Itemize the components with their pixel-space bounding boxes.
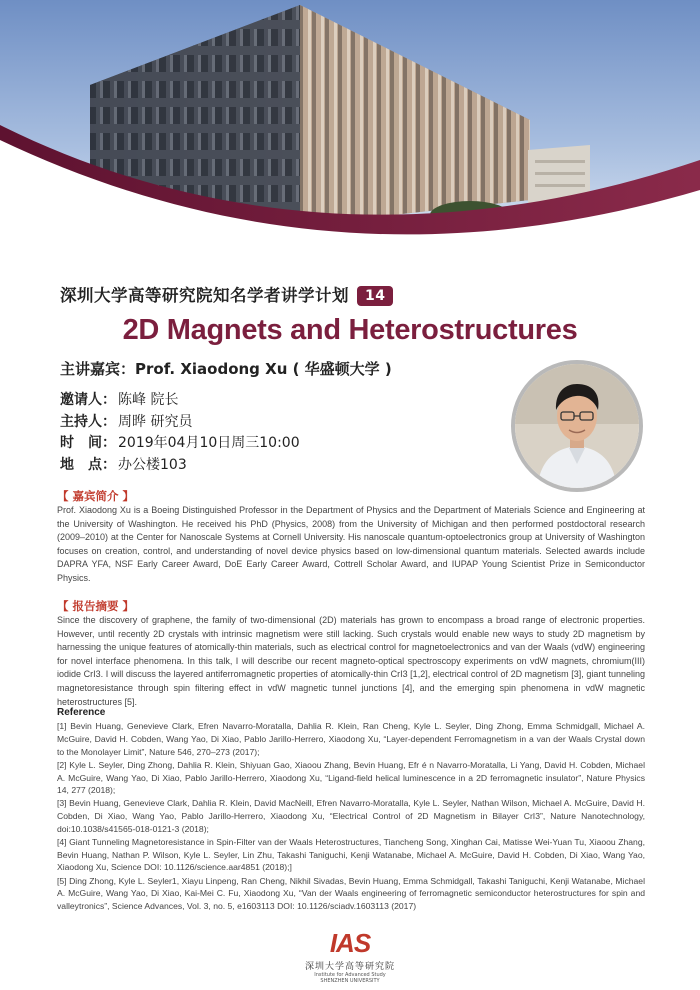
bio-text: Prof. Xiaodong Xu is a Boeing Distinguished Professor in the Department of Physics and the Department of Materials Science and Engineering at the University of Washington. He received his PhD (Physics, 2008) from the University of Michigan and then performed postdoctoral research (2009–2010) at the Center for Nanoscale Systems at Cornell University. His nanoscale quantum-optoelectronics group at University of Washington focuses on creation, control, and understanding of novel device physics based on low-dimensional quantum materials. Selected awards include DAPRA YFA, NSF Early Career Award, DoE Early Career Award, Cottrell Scholar Award, and IUPAP Young Scientist Prize in Semiconductor Physics. — [57, 505, 645, 583]
reference-item: [1] Bevin Huang, Genevieve Clark, Efren Navarro-Moratalla, Dahlia R. Klein, Ran Cheng, Kyle L. Seyler, Ding Zhong, Emma Schmidgall, Michael A. McGuire, David H. Cobden, Wang Yao, Di Xiao, Pablo Jarillo-Herrero, Xiaodong Xu, “Layer-dependent Ferromagnetism in a van der Waals Crystal down to the Monolayer Limit”, Nature 546, 270–273 (2017); — [57, 721, 645, 757]
reference-item: [3] Bevin Huang, Genevieve Clark, Dahlia R. Klein, David MacNeill, Efren Navarro-Moratalla, Kyle L. Seyler, Nathan Wilson, Michael A. McGuire, David H. Cobden, Di Xiao, Wang Yao, Pablo Jarillo-Herrero, Xiaodong Xu, “Electrical Control of 2D Magnetism in Bilayer CrI3”, Nature Nanotechnology, doi:10.1038/s41565-018-0121-3 (2018); — [57, 798, 645, 834]
institute-name-en: Institute for Advanced Study — [314, 972, 386, 978]
reference-item: [4] Giant Tunneling Magnetoresistance in Spin-Filter van der Waals Heterostructures, Tiancheng Song, Xinghan Cai, Matisse Wei-Yuan Tu, Xiaoou Zhang, Bevin Huang, Nathan P. Wilson, Kyle L. Seyler, Lin Zhu, Takashi Taniguchi, Kenji Watanabe, Michael A. McGuire, David H. Cobden, Di Xiao, Wang Yao, Xiaodong Xu, Science DOI: 10.1126/science.aar4851 (2018);] — [57, 837, 645, 873]
reference-item: [2] Kyle L. Seyler, Ding Zhong, Dahlia R. Klein, Shiyuan Gao, Xiaoou Zhang, Bevin Huang, Efr é n Navarro-Moratalla, Li Yang, David H. Cobden, Michael A. McGuire, Wang Yao, Di Xiao, Pablo Jarillo-Herrero, Xiaodong Xu, “Ligand-field helical luminescence in a 2D ferromagnetic insulator”, Nature Physics 14, 277 (2018); — [57, 759, 645, 796]
series-title: 深圳大学高等研究院知名学者讲学计划 — [60, 286, 349, 305]
institute-name-cn: 深圳大学高等研究院 — [304, 962, 395, 972]
reference-heading: Reference — [57, 707, 106, 718]
bio-heading: 【 嘉宾简介 】 — [57, 489, 135, 503]
series-number-badge: 14 — [357, 286, 393, 306]
info-row-time — [60, 433, 300, 455]
university-name-en: SHENZHEN UNIVERSITY — [320, 978, 380, 984]
talk-title: 2D Magnets and Heterostructures — [122, 314, 578, 346]
info-key: 地 点： — [60, 456, 116, 473]
abstract-text: Since the discovery of graphene, the family of two-dimensional (2D) materials has grown to encompass a broad range of electronic properties. However, until recently 2D crystals with intrinsic magnetism were still lacking. Such crystals would enable new ways to study 2D magnetism by harnessing the unique features of atomically-thin materials, such as electrical control for magnetoelectronics and van der Waals (vdW) engineering for novel interface phenomena. In this talk, I will describe our recent magneto-optical spectroscopy experiments on vdW magnets, chromium(III) iodide CrI3. I will discuss the layered antiferromagnetic properties of atomically-thin CrI3 [1,2], electrical control of 2D magnetism [3], giant tunneling magnetoresistance through spin filtering effect in vdW magnetic tunnel junctions [4], and the emerging spin phenomena in vdW magnetic heterostructures [5]. — [57, 615, 645, 707]
info-value: 陈峰 院长 — [118, 392, 179, 408]
reference-list — [57, 707, 645, 913]
info-value: 2019年04月10日周三10:00 — [118, 435, 300, 451]
lecture-series-label — [60, 282, 393, 304]
info-key: 邀请人： — [60, 392, 116, 408]
building-photo — [0, 0, 700, 270]
info-row-inviter — [60, 390, 300, 412]
info-row-location — [60, 455, 300, 477]
speaker-photo — [511, 360, 643, 492]
info-key: 时 间： — [60, 435, 116, 451]
info-key: 主持人： — [60, 413, 116, 430]
header-banner — [0, 0, 700, 270]
info-value: 周晔 研究员 — [118, 413, 193, 430]
reference-item: [5] Ding Zhong, Kyle L. Seyler1, Xiayu Linpeng, Ran Cheng, Nikhil Sivadas, Bevin Huang, Emma Schmidgall, Takashi Taniguchi, Kenji Watanabe, Michael A. McGuire, Wang Yao, Di Xiao, Kai-Mei C. Fu, Xiaodong Xu, “Van der Waals engineering of ferromagnetic semiconductor heterostructures for spin and valleytronics”, Science Advances, Vol. 3, no. 5, e1603113 DOI: 10.1126/sciadv.1603113 (2017) — [57, 875, 645, 912]
abstract-heading: 【 报告摘要 】 — [57, 599, 135, 613]
ias-logo-mark: IAS — [329, 928, 371, 958]
ias-logo — [0, 928, 700, 984]
info-value: 办公楼103 — [118, 456, 187, 473]
speaker-line: 主讲嘉宾：Prof. Xiaodong Xu ( 华盛顿大学 ) — [60, 360, 392, 378]
info-row-host — [60, 412, 300, 434]
event-info — [60, 390, 300, 476]
